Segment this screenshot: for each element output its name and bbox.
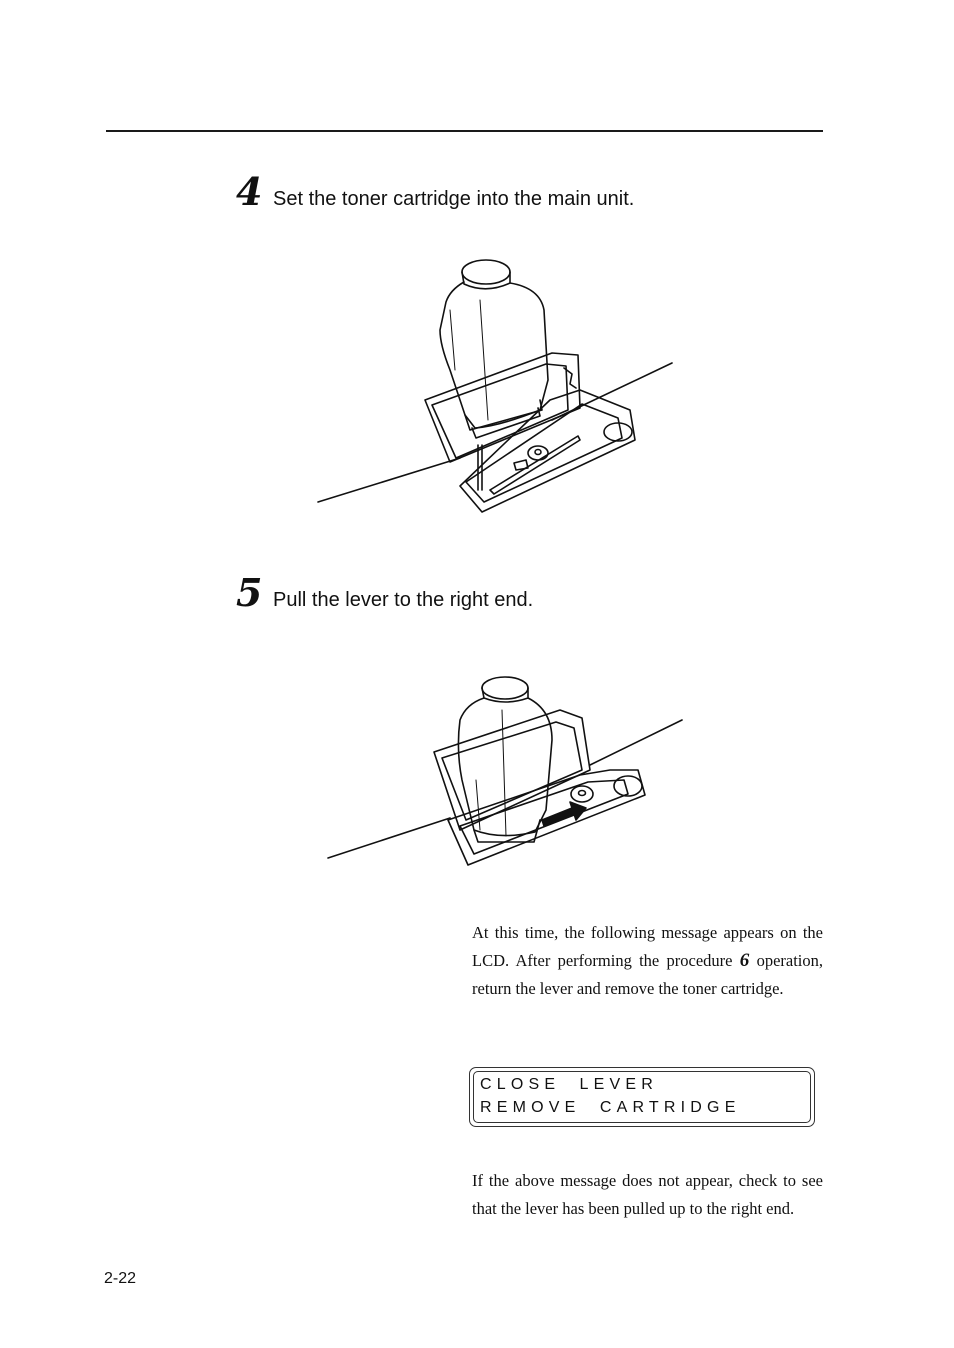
step-4-text: Set the toner cartridge into the main unit. bbox=[273, 188, 635, 210]
procedure-ref: 6 bbox=[739, 950, 750, 971]
step-4 bbox=[236, 169, 635, 214]
step-5 bbox=[236, 570, 534, 615]
step-5-number: 5 bbox=[236, 570, 263, 615]
lcd-line-2: REMOVE CARTRIDGE bbox=[480, 1099, 741, 1116]
intro-text-part2: operation, return the lever and remove the toner cartridge. bbox=[472, 951, 823, 998]
lcd-line-1: CLOSE LEVER bbox=[480, 1076, 659, 1093]
lcd-display bbox=[469, 1067, 815, 1127]
page-number: 2-22 bbox=[104, 1270, 137, 1287]
step-5-text: Pull the lever to the right end. bbox=[273, 589, 534, 611]
toner-insert-illustration bbox=[300, 250, 690, 520]
header-rule bbox=[106, 130, 823, 132]
lever-pull-illustration bbox=[320, 670, 690, 870]
lcd-message-intro bbox=[472, 919, 823, 1003]
step-4-number: 4 bbox=[236, 169, 263, 214]
intro-text-part1: At this time, the following message appears on the LCD. After performing the procedure bbox=[472, 923, 823, 970]
troubleshoot-note: If the above message does not appear, check to see that the lever has been pulled up to the right end. bbox=[472, 1171, 823, 1218]
